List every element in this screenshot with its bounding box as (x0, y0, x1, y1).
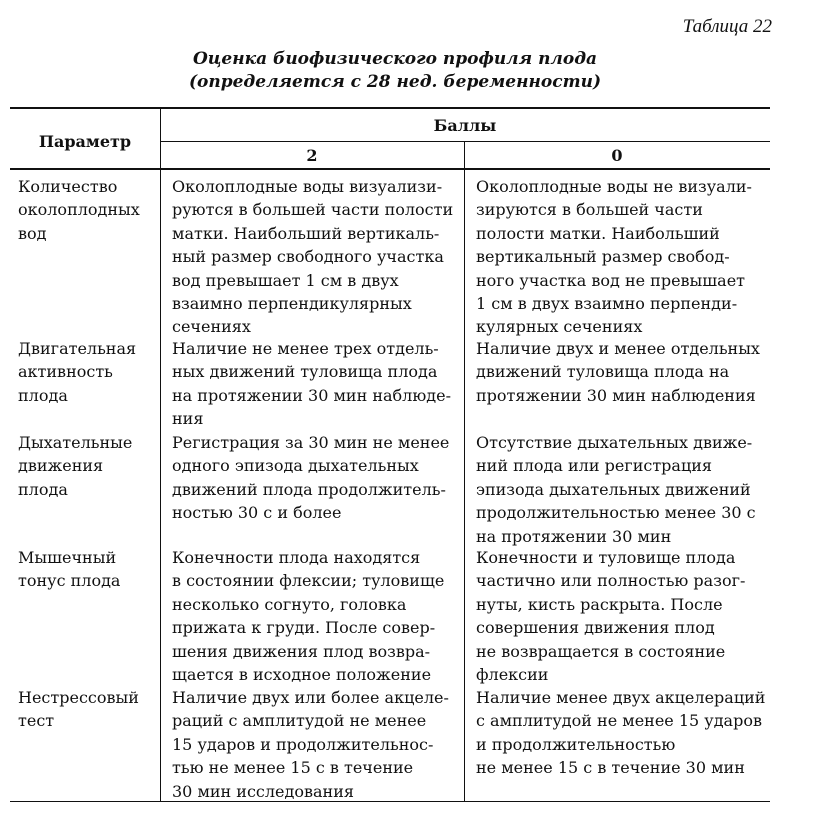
score-0-cell: Наличие менее двух акцелераций с амплитудой не менее 15 ударов и продолжительностью не менее 15 с в течение 30 мин (476, 688, 766, 778)
header-parameter: Параметр (38, 132, 132, 151)
score-0-cell: Наличие двух и менее отдельных движений туловища плода на протяжении 30 мин наблюдения (476, 339, 760, 405)
header-divider-rule (160, 141, 770, 142)
score-0-cell: Отсутствие дыхательных движе- ний плода или регистрация эпизода дыхательных движений продолжительностью менее 30 с на протяжении 30 мин (476, 433, 756, 546)
header-score-0: 0 (611, 146, 623, 165)
score-2-cell: Конечности плода находятся в состоянии флексии; туловище несколько согнуто, головка прижата к груди. После совер- шения движения плод возвра- щается в исходное положение (172, 548, 445, 685)
score-2-cell: Околоплодные воды визуализи- руются в большей части полости матки. Наибольший вертикаль- ный размер свободного участка вод превышает 1 см в двух взаимно перпендикулярных сечениях (172, 177, 454, 337)
parameter-cell: Количество околоплодных вод (18, 177, 140, 243)
header-score-2: 2 (306, 146, 318, 165)
header-bottom-rule (10, 168, 770, 170)
table-top-rule (10, 107, 770, 109)
table-number: Таблица 22 (682, 16, 772, 37)
header-scores: Баллы (433, 116, 497, 135)
table-title (0, 48, 790, 94)
table-title-line-1: Оценка биофизического профиля плода (192, 49, 598, 69)
score-2-cell: Наличие двух или более акцеле- раций с амплитудой не менее 15 ударов и продолжительнос- тью не менее 15 с в течение 30 мин исследования (172, 688, 449, 801)
parameter-cell: Нестрессовый тест (18, 688, 139, 731)
score-0-cell: Околоплодные воды не визуали- зируются в большей части полости матки. Наибольший вертикальный размер свобод- ного участка вод не превышает 1 см в двух взаимно перпенди- кулярных сечениях (476, 177, 752, 337)
score-0-cell: Конечности и туловище плода частично или полностью разог- нуты, кисть раскрыта. После совершения движения плод не возвращается в состояние флексии (476, 548, 746, 685)
parameter-cell: Дыхательные движения плода (18, 433, 133, 499)
table-title-line-2: (определяется с 28 нед. беременности) (188, 72, 601, 92)
score-2-cell: Наличие не менее трех отдель- ных движений туловища плода на протяжении 30 мин наблюде- ния (172, 339, 451, 429)
score-2-cell: Регистрация за 30 мин не менее одного эпизода дыхательных движений плода продолжитель- ностью 30 с и более (172, 433, 450, 523)
parameter-cell: Двигательная активность плода (18, 339, 137, 405)
parameter-cell: Мышечный тонус плода (18, 548, 121, 591)
